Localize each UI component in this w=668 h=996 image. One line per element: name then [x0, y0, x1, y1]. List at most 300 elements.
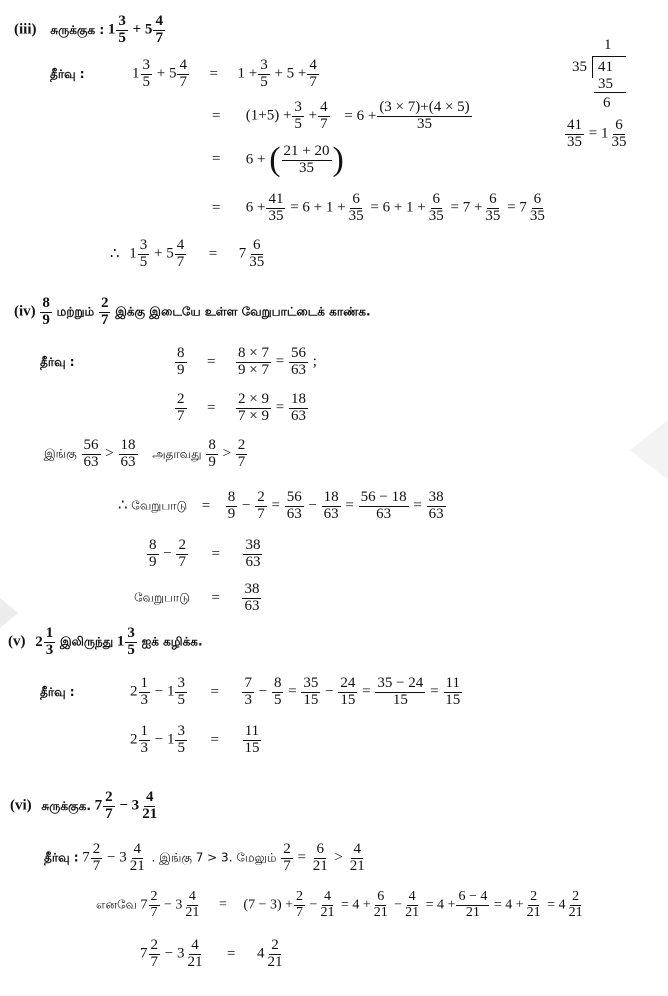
- fraction: [292, 100, 304, 133]
- math-token: எனவே: [96, 897, 138, 912]
- fraction: [149, 938, 161, 971]
- math-token: 7: [244, 675, 252, 691]
- fraction: [206, 438, 218, 471]
- math-token: 21: [129, 857, 145, 874]
- math-token: − 1: [154, 683, 175, 700]
- math-token: 7: [177, 407, 185, 424]
- fraction: [347, 192, 366, 225]
- math-token: 7: [140, 945, 148, 962]
- fraction: [456, 890, 489, 920]
- fraction: [282, 144, 332, 177]
- math-token: 56: [290, 345, 306, 361]
- math-token: =: [226, 945, 236, 962]
- math-token: =: [210, 683, 219, 700]
- math-token: 1: [140, 675, 148, 691]
- math-token: 2: [130, 731, 138, 748]
- fraction: [377, 100, 471, 133]
- math-token: 6: [253, 237, 261, 253]
- math-token: 6: [352, 191, 360, 207]
- math-token: 38: [428, 489, 444, 505]
- math-token: = 4 +: [425, 897, 456, 913]
- math-token: 41: [598, 59, 613, 75]
- math-token: =: [211, 589, 220, 606]
- math-token: 63: [290, 407, 306, 424]
- math-token: 7: [82, 849, 90, 866]
- fraction: [483, 192, 502, 225]
- math-token: =: [288, 683, 297, 700]
- math-token: 63: [428, 505, 444, 522]
- math-token: 7: [178, 553, 186, 570]
- math-token: ;: [312, 353, 317, 370]
- math-token: =: [413, 497, 422, 514]
- math-token: + 5: [156, 65, 177, 82]
- math-token: =: [212, 151, 221, 168]
- math-token: =: [211, 545, 220, 562]
- math-token: = 6 +: [344, 107, 377, 124]
- math-token: 35: [485, 207, 501, 224]
- fraction: [177, 58, 189, 91]
- comparison-row: [44, 438, 248, 471]
- conclusion-row: [134, 582, 262, 615]
- math-token: 2: [530, 889, 538, 904]
- math-token: = 4: [547, 897, 566, 913]
- math-token: 21: [312, 857, 328, 874]
- fraction: [140, 790, 159, 823]
- math-token: =: [275, 399, 285, 416]
- fraction: [185, 938, 204, 971]
- math-token: =: [207, 353, 216, 370]
- fraction: [44, 626, 56, 659]
- fraction: [139, 676, 151, 709]
- math-token: =: [207, 399, 216, 416]
- math-token: =: [208, 245, 218, 262]
- equation-row: [96, 890, 586, 920]
- math-token: 5: [127, 641, 135, 658]
- math-token: 7: [309, 73, 317, 90]
- math-token: 8 × 7: [238, 345, 269, 361]
- math-token: 6: [316, 841, 324, 857]
- math-token: 6: [603, 95, 611, 111]
- math-token: 18: [323, 489, 339, 505]
- math-token: 9: [208, 453, 216, 470]
- math-token: =: [275, 353, 285, 370]
- fraction: [147, 538, 159, 571]
- solution-label: தீர்வு :: [50, 67, 85, 81]
- conclusion-row: [130, 724, 262, 757]
- fraction: [318, 100, 330, 133]
- math-token: 1: [116, 633, 125, 650]
- equation-row: [146, 538, 263, 571]
- math-token: 21: [349, 857, 365, 874]
- math-token: 2: [100, 295, 109, 311]
- math-token: 11: [445, 675, 460, 691]
- math-token: =: [212, 107, 221, 124]
- math-token: 63: [83, 453, 99, 470]
- math-token: 4: [191, 937, 199, 953]
- math-token: 56 − 18: [360, 489, 407, 505]
- math-token: 7: [179, 73, 187, 90]
- math-token: >: [105, 445, 114, 462]
- math-token: 56: [286, 489, 302, 505]
- instruction-text: சுருக்குக :: [50, 22, 105, 37]
- math-token: =: [271, 497, 280, 514]
- math-token: 2: [178, 537, 186, 553]
- math-token: 4: [353, 841, 361, 857]
- math-token: 18: [120, 437, 136, 453]
- math-token: =: [209, 65, 218, 82]
- math-token: 9: [42, 311, 50, 328]
- solution-label: தீர்வு :: [40, 685, 75, 699]
- math-token: 5: [118, 29, 126, 46]
- math-token: 1: [140, 723, 148, 739]
- math-token: 3: [140, 739, 148, 756]
- problem-number: (iii): [14, 21, 37, 38]
- math-token: 21: [405, 904, 420, 920]
- math-token: 7: [150, 904, 158, 920]
- math-token: 21: [267, 953, 283, 970]
- math-token: = 4 +: [493, 897, 524, 913]
- math-token: 2 × 9: [238, 391, 269, 407]
- math-token: (7 − 3) +: [243, 897, 294, 913]
- fraction: [255, 490, 267, 523]
- math-token: 3: [177, 723, 185, 739]
- math-token: 2: [283, 841, 291, 857]
- equation-row: [212, 100, 473, 133]
- problem-heading: [14, 296, 371, 329]
- math-token: 6: [615, 117, 623, 133]
- math-token: 4: [155, 13, 163, 29]
- solution-label: தீர்வு :: [44, 850, 79, 865]
- math-token: 5: [177, 739, 185, 756]
- math-token: 1: [45, 625, 54, 641]
- math-token: 35: [428, 207, 444, 224]
- math-token: 63: [244, 597, 260, 614]
- math-token: 4: [408, 889, 416, 904]
- fraction: [226, 490, 238, 523]
- math-token: 1: [132, 65, 140, 82]
- math-token: − 3: [119, 797, 140, 814]
- math-token: 8: [208, 437, 216, 453]
- math-token: 35: [529, 207, 545, 224]
- fraction: [141, 58, 153, 91]
- math-token: −: [394, 897, 403, 913]
- math-token: 21: [185, 904, 200, 920]
- math-token: 6 − 4: [458, 889, 488, 904]
- fraction: [359, 490, 409, 523]
- math-token: 21: [568, 904, 583, 920]
- math-token: 2: [105, 789, 113, 805]
- fraction: [125, 626, 137, 659]
- math-token: 63: [376, 505, 392, 522]
- math-token: 11: [244, 723, 260, 739]
- math-token: 5: [273, 691, 282, 708]
- math-token: 35: [598, 76, 613, 92]
- fraction: [258, 58, 270, 91]
- fraction: [281, 842, 293, 875]
- fraction: [322, 490, 341, 523]
- math-token: 7: [238, 245, 247, 262]
- math-token: 63: [286, 505, 302, 522]
- math-token: 2: [35, 633, 43, 650]
- math-token: 35: [416, 115, 432, 132]
- math-token: 63: [290, 361, 306, 378]
- math-token: 6: [432, 191, 440, 207]
- math-token: 8: [42, 295, 50, 311]
- fraction: [242, 676, 254, 709]
- fraction: [338, 676, 357, 709]
- math-token: = 1: [588, 125, 609, 142]
- fraction: [149, 890, 160, 920]
- math-token: 7: [283, 857, 291, 874]
- math-token: 35 − 24: [377, 675, 424, 691]
- fraction: [403, 890, 421, 920]
- math-token: 3: [140, 691, 148, 708]
- watermark-shape: [630, 420, 668, 480]
- math-token: 15: [340, 691, 356, 708]
- math-token: 7: [94, 797, 103, 814]
- improper-fraction-conversion: [564, 118, 629, 151]
- math-token: ∴: [118, 497, 128, 514]
- math-token: 56: [83, 437, 99, 453]
- math-token: 1: [129, 245, 137, 262]
- math-token: >: [334, 849, 343, 866]
- equation-row: [174, 392, 309, 425]
- math-token: = 6 + 1 +: [290, 199, 346, 216]
- math-token: 7: [296, 904, 304, 920]
- fraction: [243, 538, 262, 571]
- math-token: =: [297, 849, 306, 866]
- fraction: [311, 842, 330, 875]
- math-token: 1 +: [237, 65, 258, 82]
- fraction: [236, 346, 271, 379]
- equation-row: [132, 58, 320, 91]
- solution-label: தீர்வு :: [40, 355, 75, 369]
- math-token: 21: [465, 904, 480, 920]
- fraction: [128, 842, 147, 875]
- math-token: + 5: [132, 21, 153, 38]
- math-token: 3: [139, 237, 148, 253]
- fraction: [242, 582, 261, 615]
- math-token: + 5 +: [274, 65, 307, 82]
- fraction: [242, 724, 261, 757]
- math-token: 2: [257, 489, 265, 505]
- math-token: 3: [260, 57, 268, 73]
- conclusion-row: [110, 238, 267, 271]
- fraction: [289, 346, 308, 379]
- fraction: [307, 58, 319, 91]
- math-token: 9: [177, 361, 185, 378]
- math-token: 1: [604, 37, 612, 53]
- math-token: 7: [140, 897, 148, 913]
- math-token: 2: [271, 937, 279, 953]
- math-token: 6 +: [245, 199, 266, 216]
- problem-number: (v): [8, 633, 26, 650]
- equation-row: [44, 842, 368, 875]
- math-token: 7: [92, 857, 101, 874]
- math-token: 21: [526, 904, 541, 920]
- problem-heading: [8, 626, 203, 659]
- math-token: 21: [187, 953, 203, 970]
- math-token: 1: [107, 21, 116, 38]
- math-token: 3: [294, 99, 302, 115]
- math-token: − 3: [107, 849, 127, 866]
- math-token: 35: [303, 675, 319, 691]
- math-token: 35: [611, 133, 627, 150]
- math-token: வேறுபாடு: [134, 590, 190, 605]
- fraction: [175, 676, 187, 709]
- math-token: = 7: [507, 199, 527, 216]
- math-token: 4: [179, 57, 187, 73]
- math-token: 7: [176, 253, 185, 270]
- math-token: 7: [237, 453, 246, 470]
- math-token: =: [212, 199, 221, 216]
- math-token: 5: [294, 115, 302, 132]
- problem-heading: [10, 790, 160, 823]
- math-token: 9: [149, 553, 157, 570]
- fraction: [348, 842, 367, 875]
- fraction: [236, 392, 271, 425]
- math-token: − 3: [164, 897, 183, 913]
- math-token: 3: [127, 625, 135, 641]
- math-token: 8: [273, 675, 282, 691]
- math-token: −: [258, 683, 268, 700]
- math-token: 2: [237, 437, 246, 453]
- math-token: 7 × 9: [238, 407, 269, 424]
- math-token: −: [308, 497, 317, 514]
- fraction: [103, 790, 115, 823]
- math-token: = 6 + 1 +: [370, 199, 426, 216]
- fraction: [301, 676, 320, 709]
- math-token: 35: [268, 207, 284, 224]
- math-token: இலிருந்து: [60, 634, 114, 649]
- math-token: 15: [244, 739, 260, 756]
- fraction: [565, 118, 584, 151]
- math-token: 35: [348, 207, 364, 224]
- fraction: [372, 890, 390, 920]
- fraction: [236, 438, 248, 471]
- math-token: அதாவது: [152, 446, 202, 461]
- math-token: + 5: [154, 245, 174, 262]
- fraction: [153, 14, 165, 47]
- math-token: =: [430, 683, 439, 700]
- equation-row: [118, 490, 447, 523]
- equation-row: [212, 192, 548, 225]
- fraction: [175, 346, 187, 379]
- math-token: 6: [533, 191, 542, 207]
- fraction: [99, 296, 111, 329]
- math-token: 2: [150, 889, 158, 904]
- math-token: 5: [177, 691, 185, 708]
- math-token: =: [201, 497, 211, 514]
- math-token: 4: [323, 889, 331, 904]
- math-token: 5: [139, 253, 148, 270]
- math-token: 9: [227, 505, 236, 522]
- math-token: 24: [340, 675, 356, 691]
- instruction-text: சுருக்குக.: [41, 798, 91, 813]
- watermark-shape: [0, 598, 18, 628]
- math-token: 38: [244, 581, 260, 597]
- problem-number: (iv): [14, 303, 36, 320]
- math-token: (1+5) +: [245, 107, 292, 124]
- math-token: (3 × 7)+(4 × 5): [379, 99, 470, 115]
- math-token: 2: [296, 889, 304, 904]
- fraction: [443, 676, 462, 709]
- math-token: −: [242, 497, 251, 514]
- math-token: 7: [320, 115, 328, 132]
- math-token: 8: [227, 489, 236, 505]
- math-token: 21: [142, 805, 158, 822]
- math-token: − 1: [154, 731, 175, 748]
- math-token: 63: [120, 453, 136, 470]
- fraction: [175, 724, 187, 757]
- fraction: [266, 192, 285, 225]
- fraction: [247, 238, 266, 271]
- math-token: 41: [567, 117, 582, 133]
- math-token: =: [218, 897, 227, 913]
- problem-heading: [14, 14, 166, 47]
- fraction: [609, 118, 628, 151]
- math-token: 4: [256, 945, 265, 962]
- fraction: [525, 890, 543, 920]
- math-token: மற்றும்: [56, 304, 95, 319]
- math-token: 4: [176, 237, 185, 253]
- instruction-text: ஐக் கழிக்க.: [141, 634, 203, 649]
- math-token: 6: [489, 191, 497, 207]
- fraction: [139, 724, 151, 757]
- math-token: +: [308, 107, 318, 124]
- math-token: − 3: [164, 945, 185, 962]
- instruction-text: இக்கு இடையே உள்ள வேறுபாட்டைக் காண்க.: [115, 304, 371, 319]
- fraction: [567, 890, 585, 920]
- math-token: 7: [100, 311, 109, 328]
- math-token: 63: [323, 505, 339, 522]
- math-token: 4: [320, 99, 328, 115]
- fraction: [318, 890, 336, 920]
- math-token: 18: [290, 391, 306, 407]
- math-token: 2: [150, 937, 158, 953]
- math-token: 35: [572, 59, 587, 75]
- fraction: [427, 192, 446, 225]
- math-token: 41: [268, 191, 284, 207]
- equation-row: [174, 346, 317, 379]
- math-token: 4: [133, 841, 142, 857]
- math-token: = 7 +: [450, 199, 483, 216]
- math-token: 3: [142, 57, 150, 73]
- math-token: 15: [303, 691, 319, 708]
- problem-number: (vi): [10, 797, 32, 814]
- math-token: >: [222, 445, 232, 462]
- math-token: வேறுபாடு: [131, 498, 188, 513]
- math-token: = 4 +: [340, 897, 371, 913]
- math-token: 2: [130, 683, 138, 700]
- math-token: 21 + 20: [283, 142, 330, 159]
- math-token: =: [345, 497, 354, 514]
- math-token: 63: [245, 553, 261, 570]
- math-token: 15: [392, 691, 408, 708]
- equation-row: [130, 676, 463, 709]
- fraction: [40, 296, 52, 329]
- equation-row: = 6 + ( $\frac{21 + 20}{35}$ ): [212, 141, 344, 178]
- fraction: [528, 192, 547, 225]
- fraction: [91, 842, 103, 875]
- fraction: [294, 890, 305, 920]
- math-token: 21: [320, 904, 335, 920]
- fraction: [289, 392, 308, 425]
- fraction: [138, 238, 150, 271]
- fraction: [272, 676, 284, 709]
- math-token: 8: [177, 345, 185, 361]
- fraction: [375, 676, 425, 709]
